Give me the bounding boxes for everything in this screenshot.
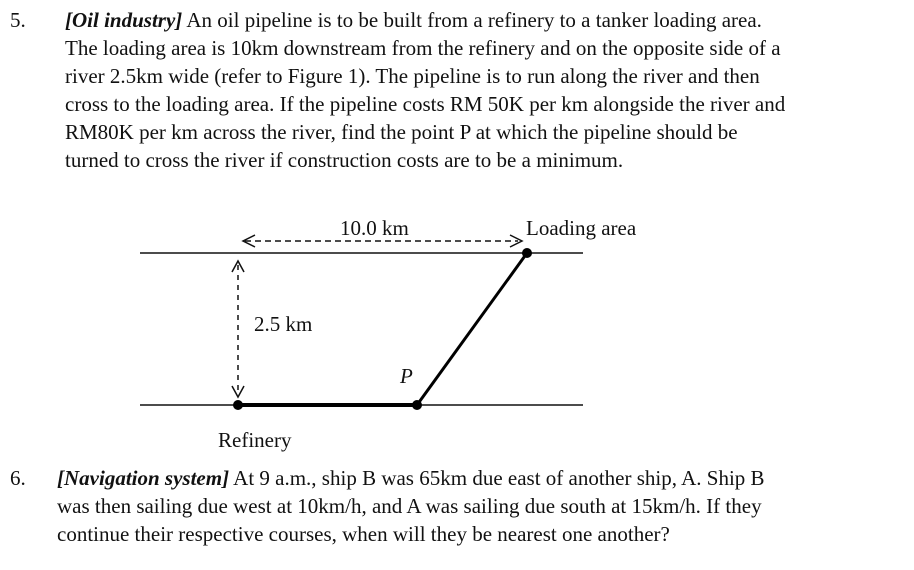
problem-6-text xyxy=(57,464,902,548)
problem-line: The loading area is 10km downstream from the refinery and on the opposite side of a xyxy=(65,36,781,60)
pipeline-across-river xyxy=(417,253,527,405)
point-p-label: P xyxy=(400,364,413,388)
problem-line: RM80K per km across the river, find the point P at which the pipeline should be xyxy=(65,120,738,144)
distance-label: 10.0 km xyxy=(340,216,409,240)
problem-tag: [Navigation system] xyxy=(57,466,230,490)
text-segment: An oil pipeline is to be built from a refinery to a tanker loading area. xyxy=(182,8,762,32)
text-segment: At 9 a.m., ship B was 65km due east of another ship, A. Ship B xyxy=(229,466,765,490)
problem-line: river 2.5km wide (refer to Figure 1). The pipeline is to run along the river and then xyxy=(65,64,760,88)
refinery-label: Refinery xyxy=(218,428,292,452)
width-label: 2.5 km xyxy=(254,312,313,336)
problem-line: was then sailing due west at 10km/h, and A was sailing due south at 15km/h. If they xyxy=(57,494,762,518)
refinery-point xyxy=(233,400,243,410)
problem-line: continue their respective courses, when will they be nearest one another? xyxy=(57,522,670,546)
problem-number: 6. xyxy=(10,466,26,490)
problem-tag: [Oil industry] xyxy=(65,8,183,32)
loading-point xyxy=(522,248,532,258)
problem-line: turned to cross the river if construction costs are to be a minimum. xyxy=(65,148,624,172)
problem-line: cross to the loading area. If the pipeline costs RM 50K per km alongside the river and xyxy=(65,92,786,116)
loading-area-label: Loading area xyxy=(526,216,637,240)
problem-line xyxy=(57,464,902,492)
point-p xyxy=(412,400,422,410)
problem-number: 5. xyxy=(10,8,26,32)
